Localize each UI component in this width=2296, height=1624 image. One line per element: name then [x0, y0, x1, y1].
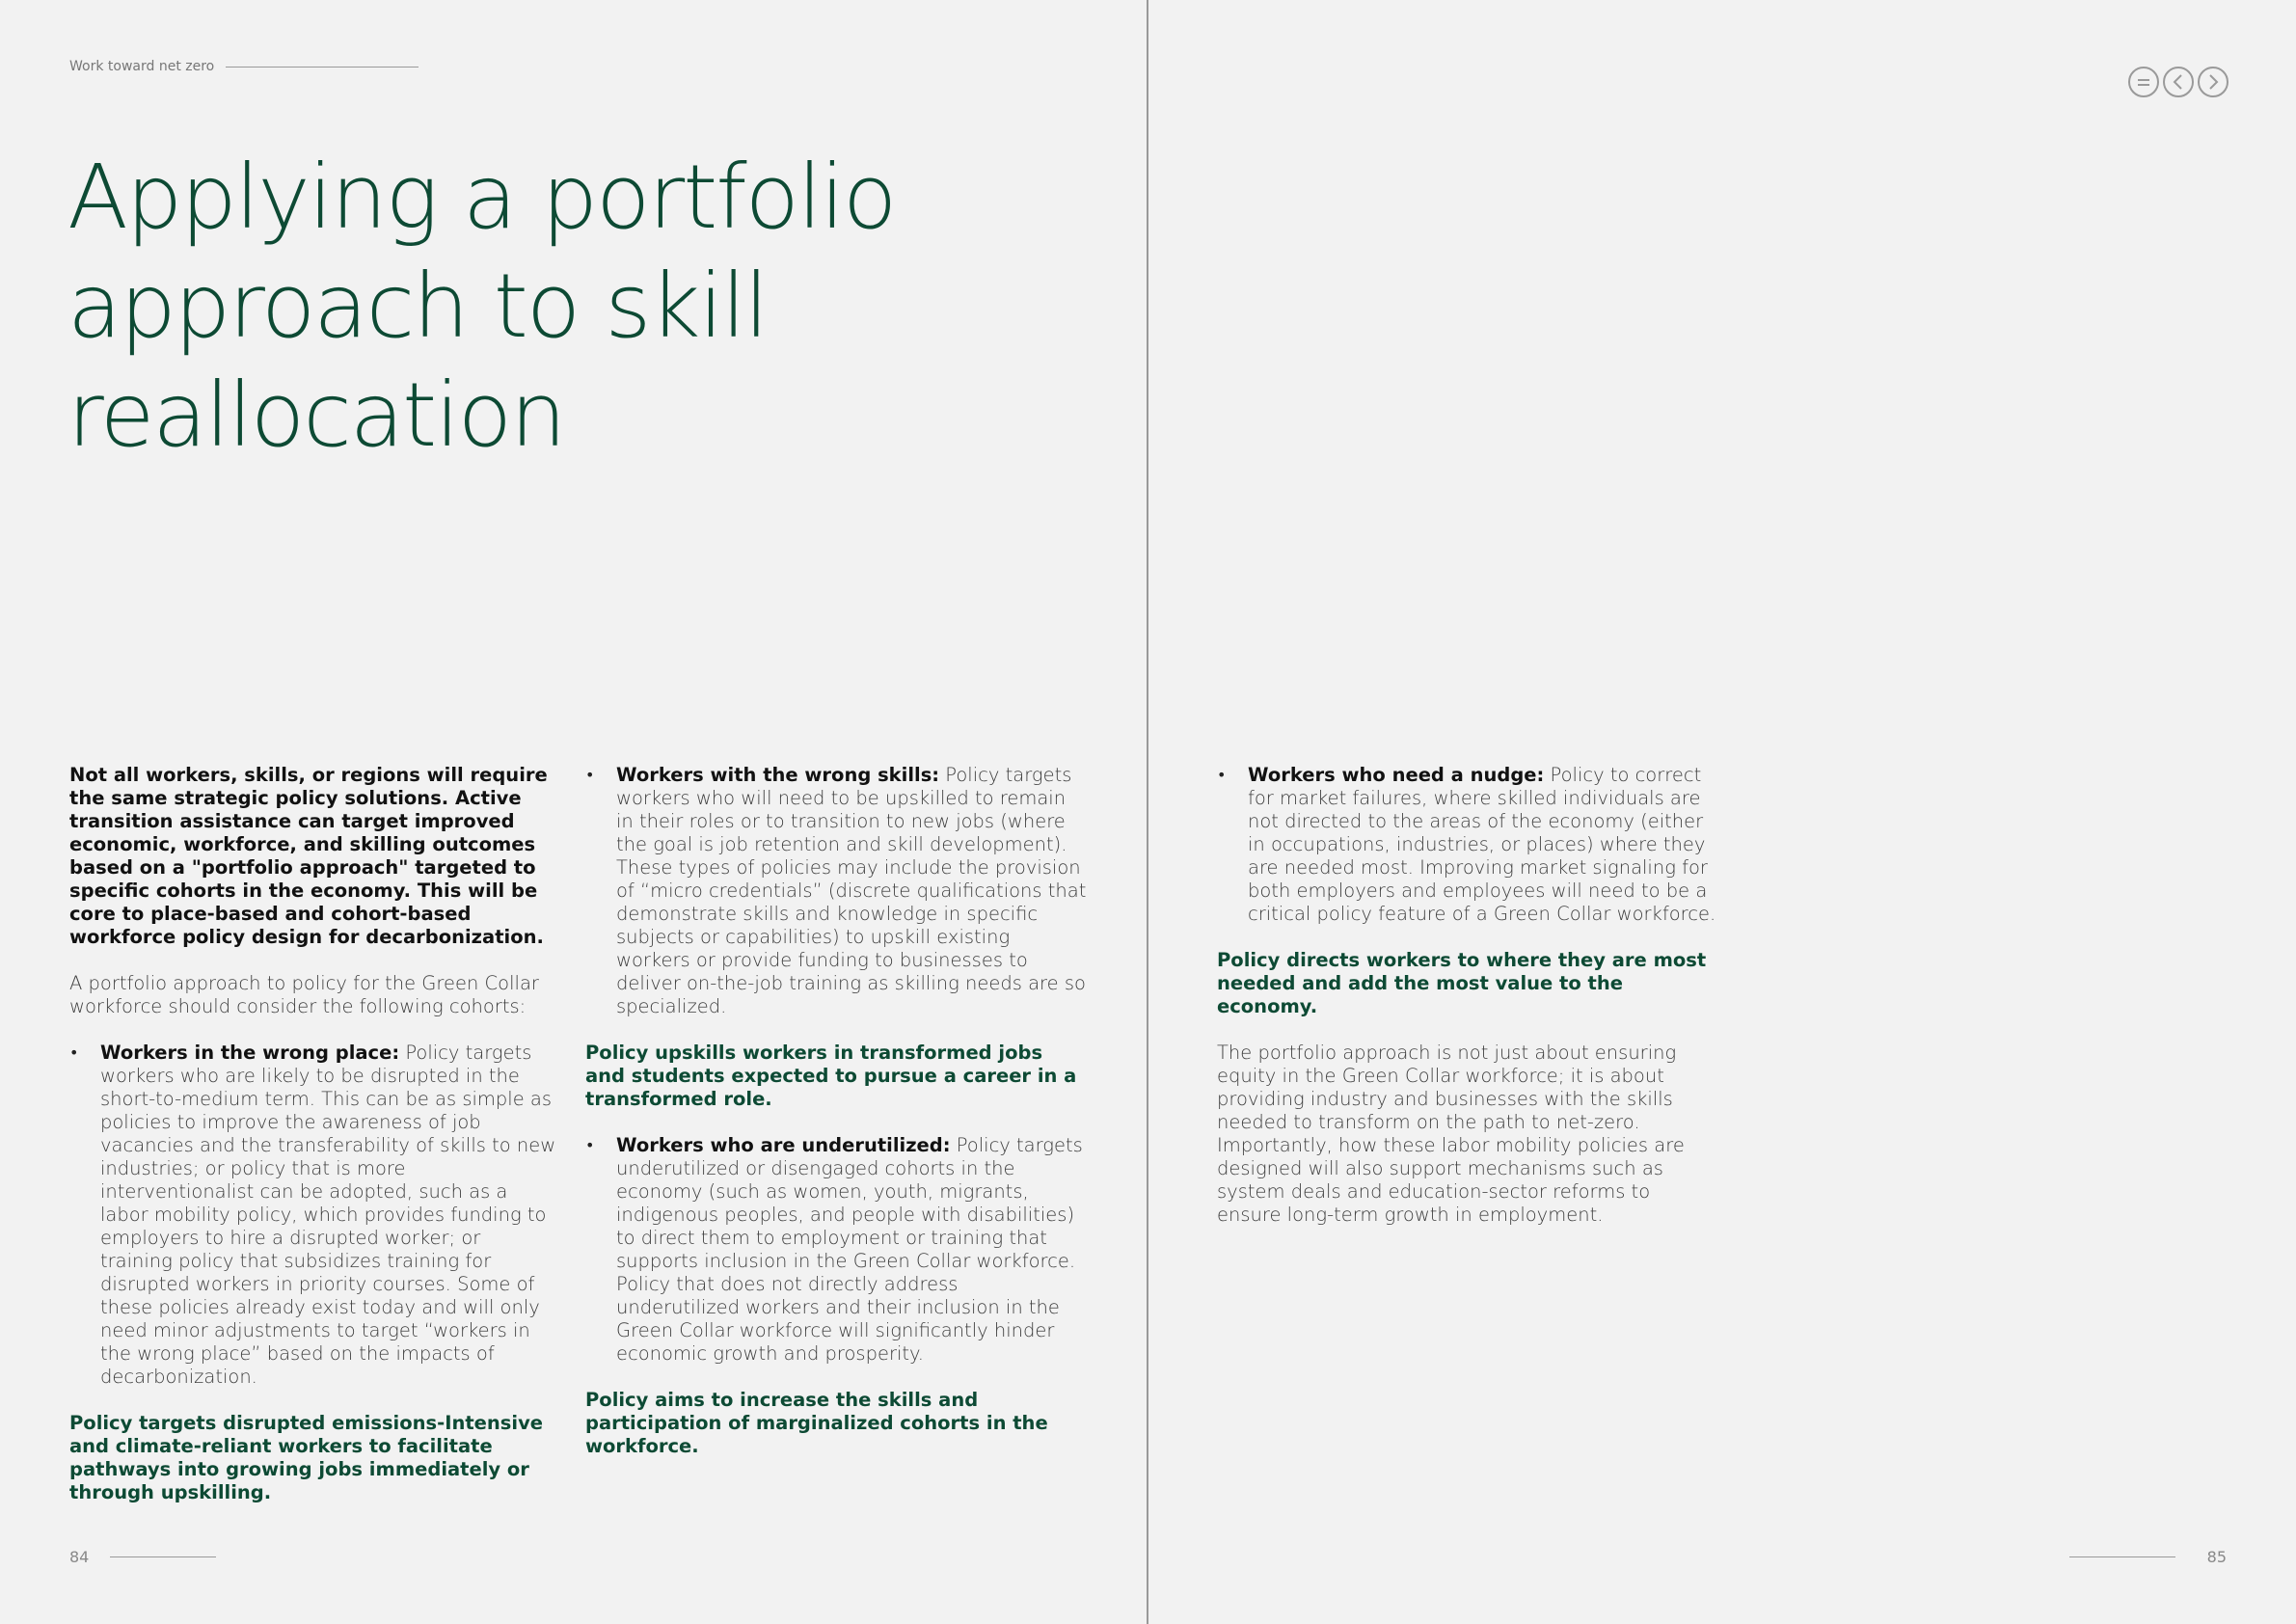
folio-rule [2069, 1556, 2175, 1557]
menu-icon [2135, 75, 2152, 89]
bullet-body: Policy targets workers who will need to be upskilled to remain in their roles or to transition to new jobs (where the goal is job retention and skill development). These types of policies may include the provision of “micro credentials” (discrete qualifications that demonstrate skills and knowledge in specific subjects or capabilities) to upskill existing workers or provide funding to businesses to deliver on-the-job training as skilling needs are so specialized. [616, 764, 1087, 1017]
bullet-body: Policy targets underutilized or disengaged cohorts in the economy (such as women, youth, migrants, indigenous peoples, and people with disabilities) to direct them to employment or training that supports inclusion in the Green Collar workforce. Policy that does not directly address underutilized workers and their inclusion in the Green Collar workforce will significantly hinder economic growth and prosperity. [616, 1134, 1083, 1365]
running-head [69, 59, 419, 74]
folio-right [2069, 1548, 2227, 1566]
intro-paragraph: A portfolio approach to policy for the Green Collar workforce should consider the following cohorts: [69, 972, 539, 1017]
page-title [68, 143, 1032, 470]
bullet-heading: Workers in the wrong place: [100, 1042, 400, 1064]
text-column-2 [585, 764, 1087, 1481]
list-item [69, 1042, 556, 1389]
callout-text: Policy upskills workers in transformed jobs and students expected to pursue a career in a transformed role. [585, 1042, 1077, 1110]
closing-paragraph: The portfolio approach is not just about ensuring equity in the Green Collar workforce; it is about providing industry and businesses with the skills needed to transform on the path to net-zero. Importantly, how these labor mobility policies are designed will also support mechanisms such as system deals and education-sector reforms to ensure long-term growth in employment. [1217, 1042, 1685, 1226]
previous-page-button[interactable] [2163, 67, 2194, 97]
cohort-list [1217, 764, 1718, 926]
next-page-button[interactable] [2198, 67, 2228, 97]
bullet-body: Policy targets workers who are likely to be disrupted in the short-to-medium term. This can be as simple as policies to improve the awareness of job vacancies and the transferability of skills to new industries; or policy that is more interventionalist can be adopted, such as a labor mobility policy, which provides funding to employers to hire a disrupted worker; or training policy that subsidizes training for disrupted workers in priority courses. Some of these policies already exist today and will only need minor adjustments to target “workers in the wrong place” based on the impacts of decarbonization. [100, 1042, 556, 1388]
bullet-heading: Workers who are underutilized: [616, 1134, 951, 1156]
bullet-heading: Workers who need a nudge: [1248, 764, 1545, 786]
list-item [1217, 764, 1718, 926]
menu-button[interactable] [2128, 67, 2159, 97]
chevron-right-icon [2206, 73, 2220, 91]
bullet-body: Policy to correct for market failures, where skilled individuals are not directed to the areas of the economy (either in occupations, industries, or places) where they are needed most. Improving market signaling for both employers and employees will need to be a critical policy feature of a Green Collar workforce. [1248, 764, 1716, 925]
bullet-heading: Workers with the wrong skills: [616, 764, 940, 786]
cohort-list [69, 1042, 556, 1389]
chevron-left-icon [2172, 73, 2185, 91]
running-head-text: Work toward net zero [69, 59, 215, 74]
title-line-3: reallocation [68, 364, 565, 467]
lead-paragraph: Not all workers, skills, or regions will require the same strategic policy solutions. Active transition assistance can target improved economic, workforce, and skilling outcomes based on a "portfolio approach" targeted to specific cohorts in the economy. This will be core to place-based and cohort-based workforce policy design for decarbonization. [69, 764, 548, 948]
list-item [585, 764, 1087, 1018]
cohort-list [585, 1134, 1087, 1366]
title-line-1: Applying a portfolio [68, 146, 896, 249]
running-head-rule [226, 67, 419, 68]
callout-text: Policy aims to increase the skills and participation of marginalized cohorts in the workforce. [585, 1389, 1048, 1457]
text-column-1 [69, 764, 556, 1528]
page-number: 84 [69, 1548, 90, 1566]
nav-controls [2128, 67, 2228, 97]
folio-rule [110, 1556, 216, 1557]
title-line-2: approach to skill [68, 255, 768, 358]
text-column-3 [1217, 764, 1718, 1250]
callout-text: Policy directs workers to where they are most needed and add the most value to the economy. [1217, 949, 1707, 1017]
cohort-list [585, 764, 1087, 1018]
folio-left [69, 1548, 216, 1566]
page-number: 85 [2206, 1548, 2227, 1566]
right-page [1148, 0, 2296, 1624]
left-page [0, 0, 1147, 1624]
callout-text: Policy targets disrupted emissions-Intensive and climate-reliant workers to facilitate pathways into growing jobs immediately or through upskilling. [69, 1412, 544, 1503]
list-item [585, 1134, 1087, 1366]
